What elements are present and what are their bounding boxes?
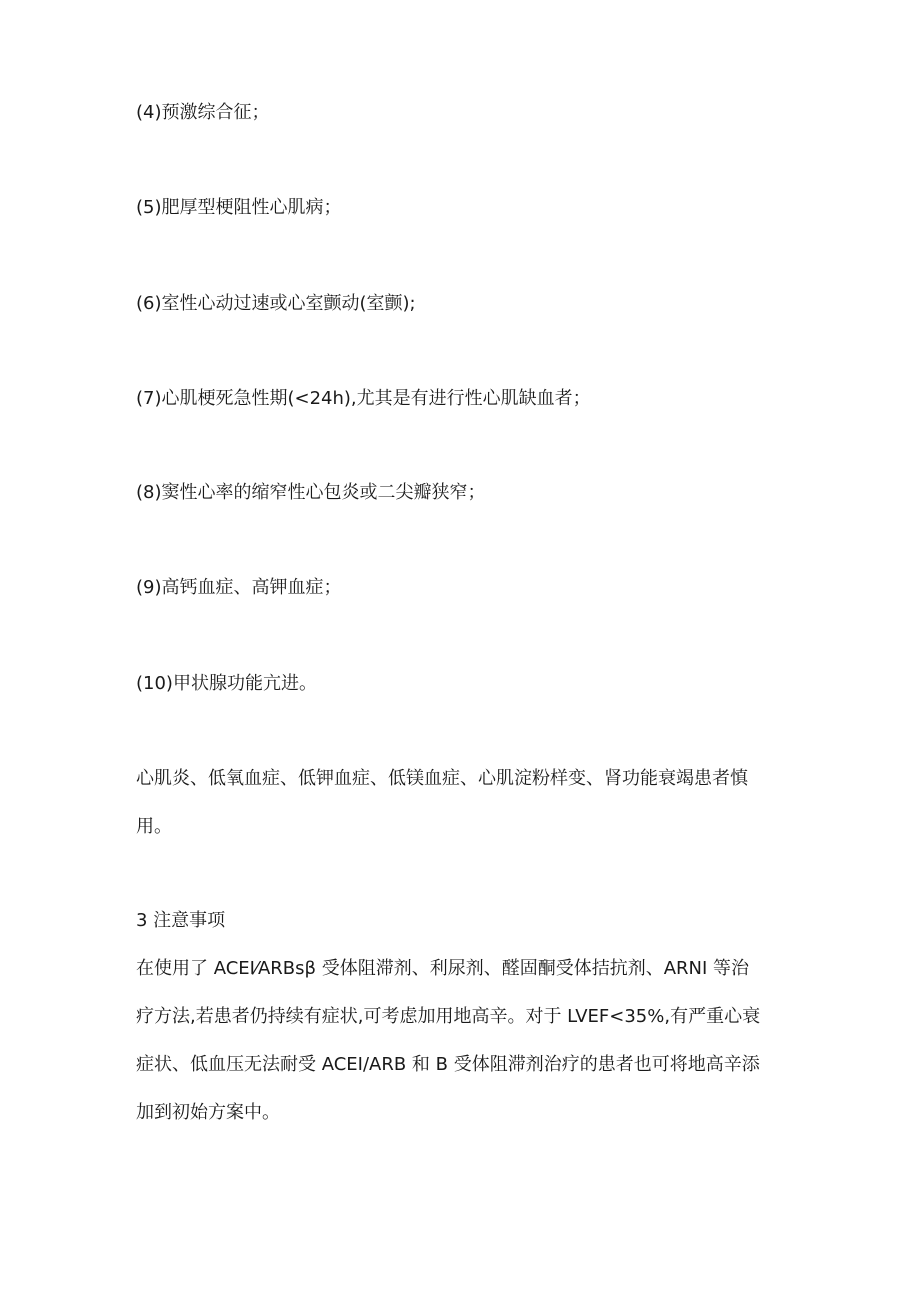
contraindication-item-7: (7)心肌梗死急性期(<24h),尤其是有进行性心肌缺血者； <box>136 388 591 409</box>
contraindication-item-5: (5)肥厚型梗阻性心肌病； <box>136 197 342 218</box>
contraindication-item-10: (10)甲状腺功能亢进。 <box>136 673 317 694</box>
section-line: 在使用了 ACEI⁄ARBsβ 受体阻滞剂、利尿剂、醛固酮受体拮抗剂、ARNI 等治 <box>136 958 750 979</box>
caution-line: 心肌炎、低氧血症、低钾血症、低镁血症、心肌淀粉样变、肾功能衰竭患者慎 <box>136 768 748 789</box>
contraindication-item-4: (4)预激综合征； <box>136 102 270 123</box>
contraindication-item-9: (9)高钙血症、高钾血症； <box>136 577 342 598</box>
section-line: 疗方法,若患者仍持续有症状,可考虑加用地高辛。对于 LVEF<35%,有严重心衰 <box>136 1006 761 1027</box>
contraindication-item-8: (8)窦性心率的缩窄性心包炎或二尖瓣狭窄； <box>136 482 486 503</box>
caution-line: 用。 <box>136 816 172 837</box>
section-paragraph <box>136 945 796 1137</box>
section-heading: 3 注意事项 <box>136 910 226 931</box>
caution-paragraph <box>136 755 796 851</box>
section-line: 症状、低血压无法耐受 ACEI/ARB 和 B 受体阻滞剂治疗的患者也可将地高辛添 <box>136 1054 760 1075</box>
contraindication-item-6: (6)室性心动过速或心室颤动(室颤); <box>136 293 416 314</box>
section-line: 加到初始方案中。 <box>136 1102 280 1123</box>
